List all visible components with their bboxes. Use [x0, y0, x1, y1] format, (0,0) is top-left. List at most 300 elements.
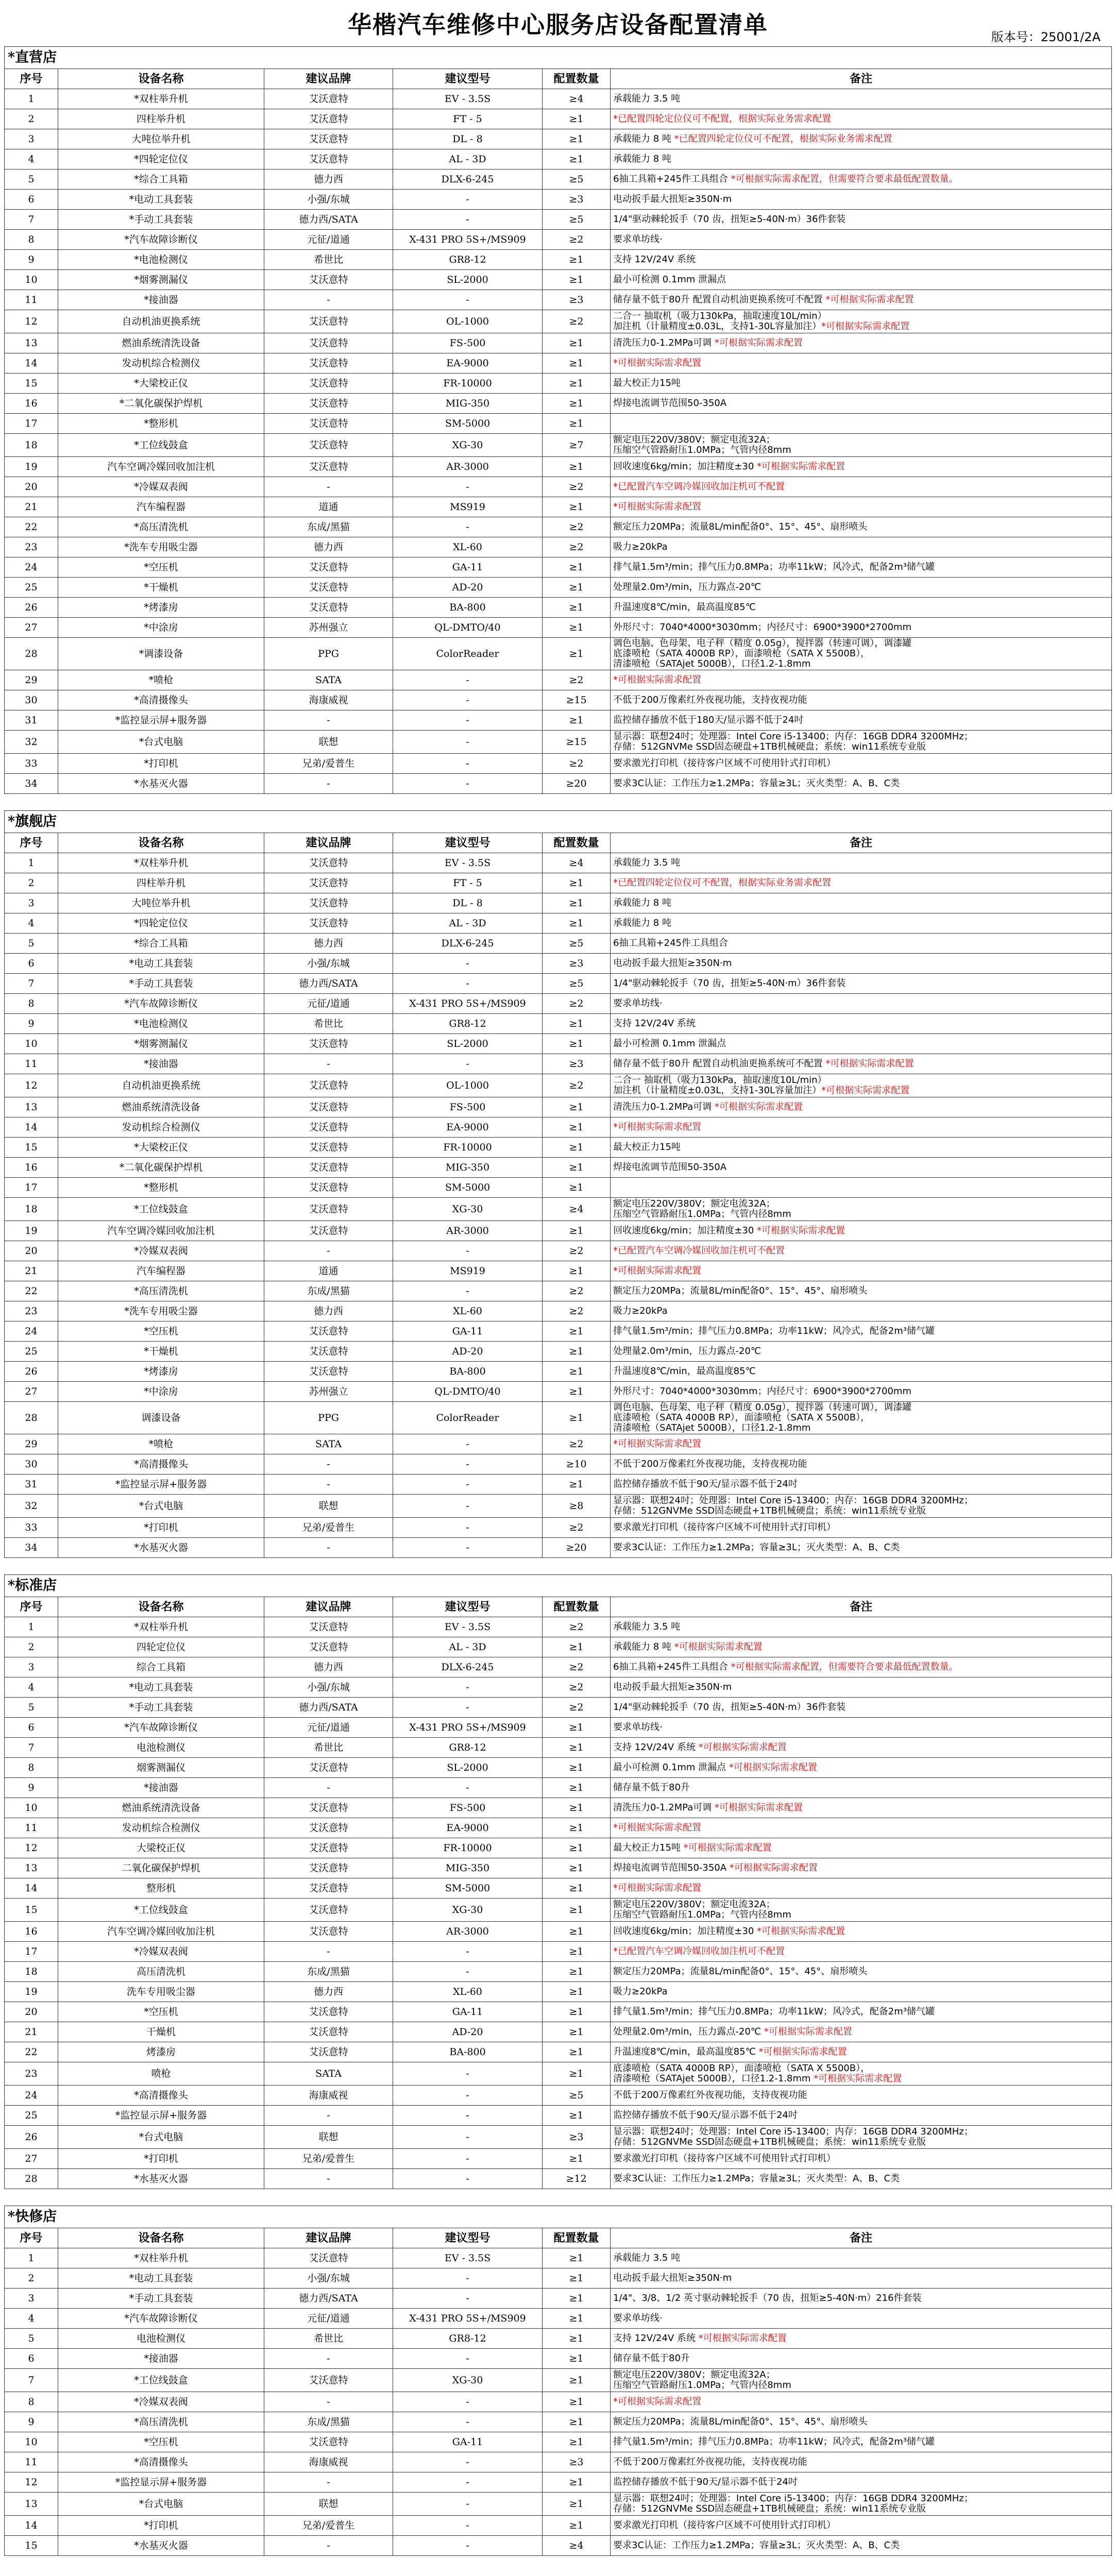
cell-qty: ≥1 [543, 2349, 611, 2369]
cell-name: 四柱举升机 [58, 109, 264, 129]
cell-note [611, 2392, 1112, 2412]
table-row [5, 557, 1112, 578]
note-remark: *可根据实际需求配置 [764, 2026, 852, 2037]
cell-note [611, 638, 1112, 670]
cell-model: QL-DMTO/40 [393, 1382, 543, 1402]
cell-name: *接油器 [58, 1054, 264, 1074]
cell-model: - [393, 1241, 543, 1261]
cell-no: 10 [5, 270, 58, 290]
cell-no: 31 [5, 710, 58, 731]
cell-no: 13 [5, 333, 58, 353]
note-text: 清洗压力0-1.2MPa可调 [613, 1101, 715, 1112]
table-row [5, 754, 1112, 774]
cell-qty: ≥1 [543, 1942, 611, 1962]
note-text: 储存量不低于80升 [613, 2353, 690, 2364]
note-text: 要求3C认证：工作压力≥1.2MPa；容量≥3L；灭火类型：A、B、C类 [613, 778, 900, 789]
cell-note [611, 2086, 1112, 2106]
cell-model: GA-11 [393, 557, 543, 578]
cell-brand: - [264, 1942, 393, 1962]
cell-model: - [393, 1054, 543, 1074]
cell-brand: 德力西 [264, 170, 393, 190]
cell-note [611, 210, 1112, 230]
cell-note [611, 913, 1112, 934]
note-text: 监控储存播放不低于90天/显示器不低于24吋 [613, 2110, 798, 2121]
cell-note [611, 670, 1112, 690]
note-remark: *可根据实际需求配置 [757, 461, 846, 472]
cell-qty: ≥1 [543, 638, 611, 670]
note-text: 6抽工具箱+245件工具组合 [613, 1662, 731, 1672]
note-text: 支持 12V/24V 系统 [613, 2333, 699, 2344]
note-remark: *可根据实际需求配置，但需要符合要求最低配置数量。 [731, 174, 958, 184]
section-2 [4, 1574, 1112, 2189]
cell-note [611, 2289, 1112, 2309]
cell-no: 1 [5, 2248, 58, 2268]
cell-brand: - [264, 1054, 393, 1074]
cell-model: FT - 5 [393, 873, 543, 893]
cell-qty: ≥1 [543, 2106, 611, 2126]
cell-name: *高清摄像头 [58, 2452, 264, 2472]
cell-model: - [393, 2516, 543, 2536]
note-text: 显示器：联想24吋；处理器：Intel Core i5-13400；内存：16GB DDR4 3200MHz； 存储：512GNVMe SSD固态硬盘+1TB机械硬盘；系统：win11系统专业版 [613, 1495, 973, 1516]
cell-note [611, 414, 1112, 434]
cell-name: 四柱举升机 [58, 873, 264, 893]
cell-brand: 艾沃意特 [264, 333, 393, 353]
table-row [5, 690, 1112, 710]
cell-no: 29 [5, 670, 58, 690]
cell-brand: 艾沃意特 [264, 893, 393, 913]
table-row [5, 598, 1112, 618]
cell-model: EA-9000 [393, 1117, 543, 1138]
header-qty: 配置数量 [543, 833, 611, 853]
cell-no: 24 [5, 557, 58, 578]
note-text: 承载能力 8 吨 [613, 897, 671, 908]
cell-brand: 艾沃意特 [264, 129, 393, 149]
cell-qty: ≥1 [543, 2149, 611, 2169]
cell-model: AR-3000 [393, 1221, 543, 1241]
note-remark: *已配置四轮定位仪可不配置，根据实际业务需求配置 [674, 133, 892, 144]
cell-brand: - [264, 2472, 393, 2493]
cell-name: *四轮定位仪 [58, 149, 264, 170]
cell-name: 汽车空调冷媒回收加注机 [58, 1922, 264, 1942]
cell-brand: 德力西 [264, 1657, 393, 1677]
cell-name: *水基灭火器 [58, 774, 264, 794]
cell-model: - [393, 2268, 543, 2289]
table-row [5, 290, 1112, 310]
cell-qty: ≥1 [543, 2268, 611, 2289]
cell-qty: ≥1 [543, 1178, 611, 1198]
header-brand: 建议品牌 [264, 833, 393, 853]
cell-model: MIG-350 [393, 1158, 543, 1178]
note-text: 要求3C认证：工作压力≥1.2MPa；容量≥3L；灭火类型：A、B、C类 [613, 2173, 900, 2184]
cell-qty: ≥1 [543, 2412, 611, 2432]
cell-no: 15 [5, 2536, 58, 2556]
note-text: 额定电压220V/380V；额定电流32A； 压缩空气管路耐压1.0MPa；气管内径8mm [613, 434, 791, 455]
cell-note [611, 1942, 1112, 1962]
cell-model: - [393, 2536, 543, 2556]
table-row [5, 2169, 1112, 2189]
cell-model: EV - 3.5S [393, 1617, 543, 1637]
note-text: 要求单坊线· [613, 234, 663, 245]
cell-no: 25 [5, 578, 58, 598]
cell-qty: ≥1 [543, 497, 611, 517]
table-row [5, 1962, 1112, 1982]
cell-name: *水基灭火器 [58, 1538, 264, 1558]
cell-qty: ≥1 [543, 2022, 611, 2042]
header-note: 备注 [611, 2228, 1112, 2248]
cell-model: - [393, 2289, 543, 2309]
table-row [5, 578, 1112, 598]
section-title: *旗舰店 [4, 810, 1112, 833]
cell-qty: ≥1 [543, 1878, 611, 1899]
cell-brand: 德力西/SATA [264, 210, 393, 230]
cell-no: 2 [5, 2268, 58, 2289]
table-row [5, 374, 1112, 394]
note-text: 额定压力20MPa；流量8L/min配备0°、15°、45°、扇形喷头 [613, 1966, 868, 1977]
table-row [5, 1495, 1112, 1518]
cell-brand: 艾沃意特 [264, 1321, 393, 1342]
cell-brand: - [264, 477, 393, 497]
cell-brand: 艾沃意特 [264, 1158, 393, 1178]
cell-brand: 海康威视 [264, 2452, 393, 2472]
cell-note [611, 1342, 1112, 1362]
header-brand: 建议品牌 [264, 2228, 393, 2248]
cell-brand: 联想 [264, 2126, 393, 2149]
cell-model: XL-60 [393, 537, 543, 557]
cell-brand: 元征/道通 [264, 994, 393, 1014]
cell-name: *台式电脑 [58, 2493, 264, 2516]
note-text: 最大校正力15吨 [613, 1842, 684, 1853]
note-remark: *已配置汽车空调冷媒回收加注机可不配置 [613, 1946, 785, 1957]
cell-note [611, 2106, 1112, 2126]
cell-model: AD-20 [393, 2022, 543, 2042]
table-row [5, 873, 1112, 893]
cell-name: *电动工具套装 [58, 954, 264, 974]
note-text: 承载能力 8 吨 [613, 154, 671, 164]
cell-brand: 艾沃意特 [264, 853, 393, 873]
cell-brand: 艾沃意特 [264, 414, 393, 434]
cell-note [611, 1637, 1112, 1657]
cell-note [611, 853, 1112, 873]
cell-qty: ≥12 [543, 2169, 611, 2189]
cell-qty: ≥1 [543, 1382, 611, 1402]
cell-note [611, 2536, 1112, 2556]
cell-qty: ≥4 [543, 853, 611, 873]
cell-brand: 东成/黑猫 [264, 2412, 393, 2432]
table-row [5, 1054, 1112, 1074]
cell-note [611, 1677, 1112, 1698]
header-model: 建议型号 [393, 833, 543, 853]
cell-model: MIG-350 [393, 394, 543, 414]
cell-model: - [393, 2086, 543, 2106]
cell-name: *空压机 [58, 1321, 264, 1342]
table-row [5, 497, 1112, 517]
cell-qty: ≥1 [543, 1798, 611, 1818]
cell-note [611, 2516, 1112, 2536]
cell-name: 综合工具箱 [58, 1657, 264, 1677]
header-model: 建议型号 [393, 2228, 543, 2248]
cell-qty: ≥1 [543, 1962, 611, 1982]
cell-model: GA-11 [393, 2002, 543, 2022]
cell-no: 12 [5, 1838, 58, 1858]
cell-brand: 海康威视 [264, 690, 393, 710]
cell-no: 20 [5, 1241, 58, 1261]
cell-no: 2 [5, 873, 58, 893]
cell-note [611, 1281, 1112, 1301]
cell-name: *水基灭火器 [58, 2169, 264, 2189]
table-row [5, 731, 1112, 754]
cell-brand: 艾沃意特 [264, 598, 393, 618]
cell-name: *工位线鼓盒 [58, 434, 264, 457]
cell-name: *空压机 [58, 2002, 264, 2022]
cell-name: *汽车故障诊断仪 [58, 2309, 264, 2329]
cell-qty: ≥1 [543, 1261, 611, 1281]
note-text: 不低于200万像素红外夜视功能，支持夜视功能 [613, 2090, 807, 2100]
cell-model: - [393, 1962, 543, 1982]
cell-brand: 艾沃意特 [264, 1922, 393, 1942]
cell-note [611, 2472, 1112, 2493]
cell-name: *手动工具套装 [58, 210, 264, 230]
table-row [5, 1899, 1112, 1922]
section-1 [4, 810, 1112, 1558]
table-row [5, 670, 1112, 690]
cell-brand: 艾沃意特 [264, 1798, 393, 1818]
note-text: 焊接电流调节范围50-350A [613, 398, 727, 409]
cell-qty: ≥2 [543, 1698, 611, 1718]
cell-name: *监控显示屏+服务器 [58, 710, 264, 731]
cell-brand: 道通 [264, 1261, 393, 1281]
cell-name: *工位线鼓盒 [58, 1899, 264, 1922]
table-row [5, 457, 1112, 477]
cell-qty: ≥20 [543, 774, 611, 794]
cell-brand: 联想 [264, 1495, 393, 1518]
cell-model: - [393, 1475, 543, 1495]
cell-qty: ≥2 [543, 754, 611, 774]
header-name: 设备名称 [58, 69, 264, 89]
cell-brand: 艾沃意特 [264, 578, 393, 598]
note-text: 电动扳手最大扭矩≥350N·m [613, 2273, 732, 2283]
cell-qty: ≥5 [543, 210, 611, 230]
cell-qty: ≥2 [543, 517, 611, 537]
note-text: 承载能力 3.5 吨 [613, 2252, 681, 2263]
note-text: 升温速度8℃/min，最高温度85℃ [613, 1366, 756, 1377]
table-row [5, 1922, 1112, 1942]
cell-no: 4 [5, 913, 58, 934]
cell-name: *高清摄像头 [58, 690, 264, 710]
cell-no: 20 [5, 2002, 58, 2022]
header-name: 设备名称 [58, 833, 264, 853]
cell-note [611, 1241, 1112, 1261]
cell-model: - [393, 2452, 543, 2472]
cell-model: - [393, 2126, 543, 2149]
table-row [5, 1617, 1112, 1637]
cell-no: 3 [5, 2289, 58, 2309]
section-0 [4, 46, 1112, 794]
cell-brand: - [264, 1475, 393, 1495]
cell-note [611, 149, 1112, 170]
cell-qty: ≥1 [543, 149, 611, 170]
cell-model: - [393, 774, 543, 794]
cell-name: 燃油系统清洗设备 [58, 333, 264, 353]
cell-note [611, 250, 1112, 270]
cell-name: *冷媒双表阀 [58, 1942, 264, 1962]
cell-qty: ≥1 [543, 129, 611, 149]
cell-note [611, 537, 1112, 557]
note-remark: *可根据实际需求配置 [825, 1058, 914, 1069]
cell-model: - [393, 2149, 543, 2169]
cell-model: SL-2000 [393, 1758, 543, 1778]
header-brand: 建议品牌 [264, 69, 393, 89]
cell-qty: ≥20 [543, 1538, 611, 1558]
cell-qty: ≥1 [543, 2002, 611, 2022]
cell-name: *打印机 [58, 2516, 264, 2536]
cell-brand: 兄弟/爱普生 [264, 754, 393, 774]
cell-note [611, 1261, 1112, 1281]
cell-no: 7 [5, 1738, 58, 1758]
header-qty: 配置数量 [543, 69, 611, 89]
cell-note [611, 1818, 1112, 1838]
cell-name: *烤漆房 [58, 1362, 264, 1382]
cell-name: *手动工具套装 [58, 1698, 264, 1718]
note-text: 回收速度6kg/min；加注精度±30 [613, 461, 757, 472]
cell-model: - [393, 2493, 543, 2516]
cell-qty: ≥1 [543, 2248, 611, 2268]
cell-brand: 德力西 [264, 537, 393, 557]
cell-name: 发动机综合检测仪 [58, 353, 264, 374]
note-remark: *可根据实际需求配置 [698, 2333, 787, 2344]
cell-no: 21 [5, 1261, 58, 1281]
cell-no: 3 [5, 1657, 58, 1677]
cell-note [611, 954, 1112, 974]
cell-model: AL - 3D [393, 1637, 543, 1657]
cell-model: GR8-12 [393, 1014, 543, 1034]
cell-brand: 艾沃意特 [264, 1617, 393, 1637]
cell-model: - [393, 670, 543, 690]
note-text: 1/4"、3/8、1/2 英寸驱动棘轮扳手（70 齿，扭矩≥5-40N·m）216件套装 [613, 2293, 922, 2303]
note-text: 不低于200万像素红外夜视功能，支持夜视功能 [613, 1459, 807, 1469]
cell-brand: 艾沃意特 [264, 1198, 393, 1221]
cell-brand: 艾沃意特 [264, 2002, 393, 2022]
cell-name: 干燥机 [58, 2022, 264, 2042]
cell-note [611, 1402, 1112, 1434]
table-row [5, 310, 1112, 333]
cell-name: *综合工具箱 [58, 934, 264, 954]
cell-qty: ≥4 [543, 2536, 611, 2556]
cell-name: *中涂房 [58, 618, 264, 638]
cell-brand: 兄弟/爱普生 [264, 2149, 393, 2169]
cell-qty: ≥1 [543, 1117, 611, 1138]
header-no: 序号 [5, 69, 58, 89]
cell-qty: ≥2 [543, 537, 611, 557]
cell-model: - [393, 517, 543, 537]
cell-note [611, 2412, 1112, 2432]
cell-qty: ≥1 [543, 1342, 611, 1362]
table-row [5, 2248, 1112, 2268]
cell-model: FS-500 [393, 333, 543, 353]
cell-model: DLX-6-245 [393, 1657, 543, 1677]
cell-note [611, 1738, 1112, 1758]
note-text: 要求激光打印机（接待客户区域不可使用针式打印机） [613, 2153, 836, 2164]
cell-brand: 艾沃意特 [264, 1221, 393, 1241]
note-text: 支持 12V/24V 系统 [613, 1018, 696, 1029]
cell-no: 11 [5, 290, 58, 310]
cell-qty: ≥15 [543, 690, 611, 710]
cell-no: 6 [5, 1718, 58, 1738]
table-row [5, 913, 1112, 934]
cell-name: *高清摄像头 [58, 2086, 264, 2106]
cell-brand: 元征/道通 [264, 230, 393, 250]
cell-note [611, 230, 1112, 250]
cell-name: 发动机综合检测仪 [58, 1818, 264, 1838]
note-text: 要求激光打印机（接待客户区域不可使用针式打印机） [613, 758, 836, 769]
cell-model: SM-5000 [393, 414, 543, 434]
cell-brand: 德力西 [264, 934, 393, 954]
cell-note [611, 1982, 1112, 2002]
cell-note [611, 2126, 1112, 2149]
cell-note [611, 578, 1112, 598]
cell-no: 11 [5, 1818, 58, 1838]
note-text: 清洗压力0-1.2MPa可调 [613, 1802, 715, 1813]
note-text: 处理量2.0m³/min，压力露点-20℃ [613, 582, 761, 592]
cell-qty: ≥3 [543, 2452, 611, 2472]
cell-note [611, 1382, 1112, 1402]
cell-no: 2 [5, 1637, 58, 1657]
cell-model: - [393, 1698, 543, 1718]
cell-name: *洗车专用吸尘器 [58, 537, 264, 557]
cell-name: 发动机综合检测仪 [58, 1117, 264, 1138]
cell-brand: - [264, 2106, 393, 2126]
cell-qty: ≥2 [543, 1677, 611, 1698]
note-remark: *可根据实际需求配置 [613, 1438, 701, 1449]
cell-name: *台式电脑 [58, 2126, 264, 2149]
cell-note [611, 873, 1112, 893]
cell-note [611, 1034, 1112, 1054]
cell-name: *打印机 [58, 2149, 264, 2169]
cell-brand: 艾沃意特 [264, 1117, 393, 1138]
cell-qty: ≥5 [543, 934, 611, 954]
cell-name: *整形机 [58, 1178, 264, 1198]
note-text: 焊接电流调节范围50-350A [613, 1162, 727, 1173]
cell-no: 4 [5, 149, 58, 170]
cell-note [611, 1158, 1112, 1178]
header-note: 备注 [611, 69, 1112, 89]
cell-note [611, 1718, 1112, 1738]
cell-no: 24 [5, 1321, 58, 1342]
cell-brand: 艾沃意特 [264, 1637, 393, 1657]
note-text: 电动扳手最大扭矩≥350N·m [613, 194, 732, 205]
cell-name: *监控显示屏+服务器 [58, 2106, 264, 2126]
cell-qty: ≥1 [543, 2392, 611, 2412]
cell-brand: - [264, 2349, 393, 2369]
cell-note [611, 434, 1112, 457]
cell-brand: 艾沃意特 [264, 1362, 393, 1382]
cell-no: 18 [5, 1962, 58, 1982]
cell-qty: ≥1 [543, 394, 611, 414]
note-text: 调色电脑、色母架、电子秤（精度 0.05g），搅拌器（转速可调），调漆罐 底漆喷枪（SATA 4000B RP），面漆喷枪（SATA X 5500B）， 清漆喷枪（SATAjet 5000B），口径1.2-1.8mm [613, 638, 912, 669]
cell-brand: - [264, 2392, 393, 2412]
note-text: 要求单坊线· [613, 998, 663, 1009]
note-remark: *可根据实际需求配置 [821, 321, 910, 332]
cell-model: BA-800 [393, 1362, 543, 1382]
note-remark: *可根据实际需求配置 [821, 1085, 910, 1096]
note-remark: *可根据实际需求配置 [814, 2073, 902, 2084]
cell-qty: ≥2 [543, 1074, 611, 1097]
cell-no: 1 [5, 89, 58, 109]
cell-model: GR8-12 [393, 250, 543, 270]
cell-model: - [393, 210, 543, 230]
table-row [5, 1718, 1112, 1738]
cell-note [611, 731, 1112, 754]
cell-qty: ≥1 [543, 374, 611, 394]
